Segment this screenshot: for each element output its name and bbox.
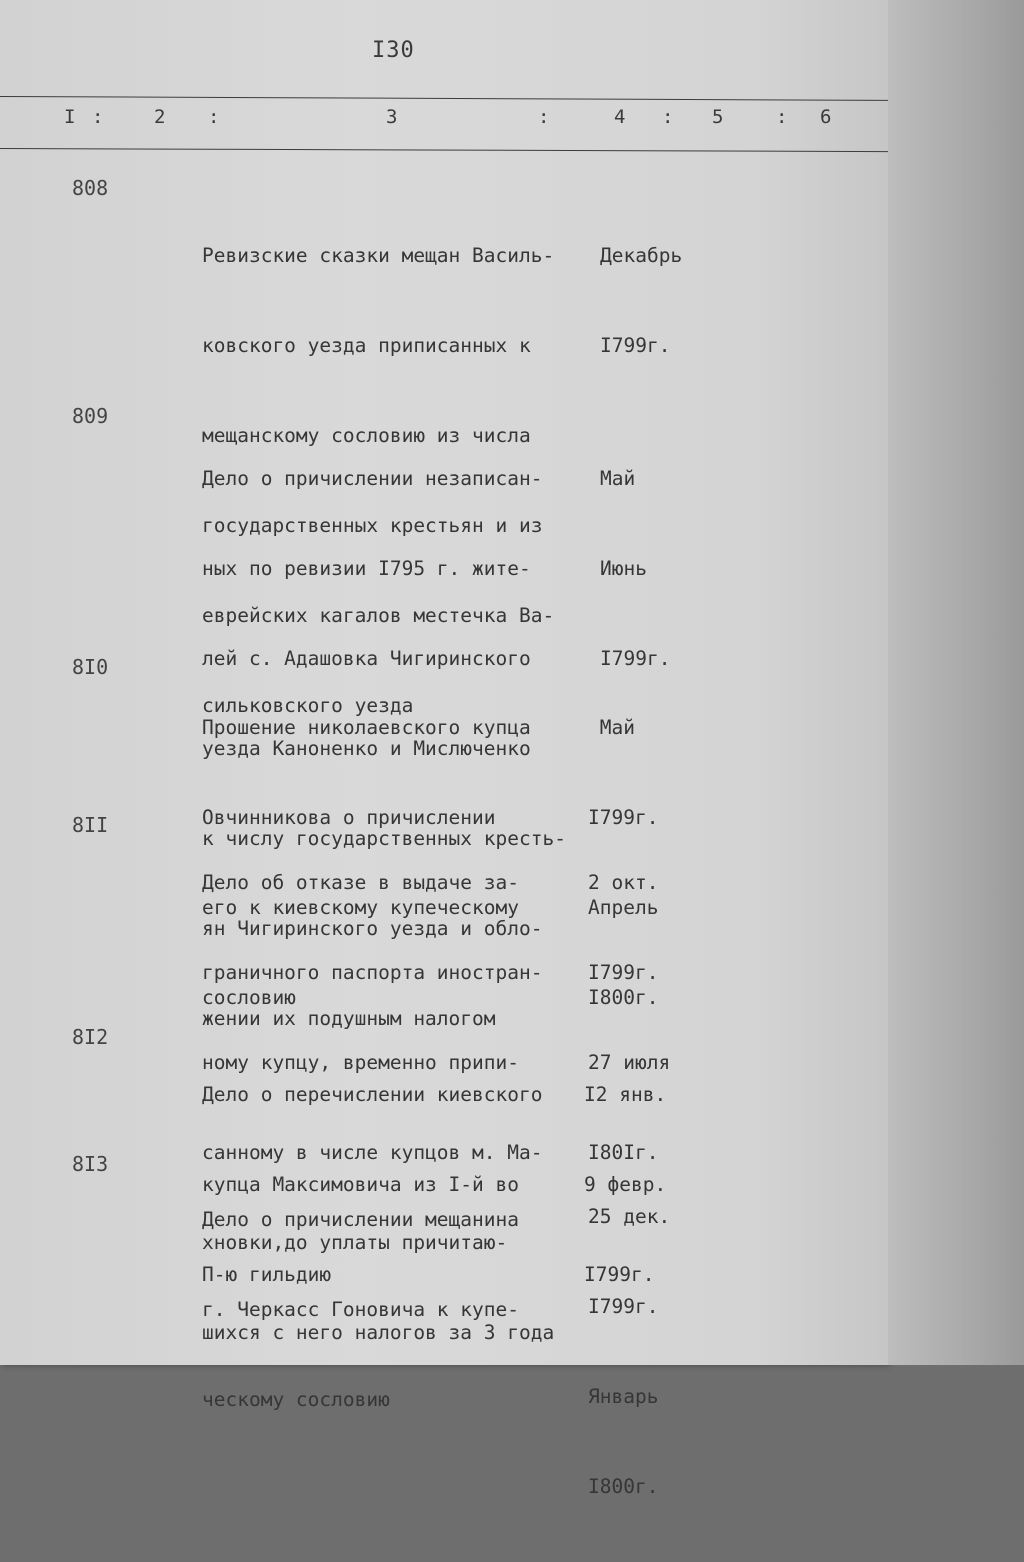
date-line: I799г. [588, 806, 659, 829]
title-line: Дело о причислении мещанина [202, 1208, 519, 1231]
date-line: I799г. [588, 1295, 659, 1318]
date-line: I800г. [588, 1475, 659, 1498]
title-line: еврейских кагалов местечка Ва- [202, 604, 555, 627]
date-line: Июнь [600, 557, 647, 580]
entry-number: 8I2 [72, 1025, 109, 1049]
title-line: государственных крестьян и из [202, 514, 543, 537]
title-line: Дело о перечислении киевского [202, 1083, 543, 1106]
date-line: 9 февр. [584, 1173, 667, 1196]
column-separator: : [662, 106, 674, 128]
title-line: мещанскому сословию из числа [202, 424, 531, 447]
entry-number: 8I0 [72, 655, 109, 679]
title-line: ян Чигиринского уезда и обло- [202, 917, 543, 940]
column-header-4: 4 [614, 106, 626, 128]
date-line: Апрель [588, 896, 659, 919]
title-line: Ревизские сказки мещан Василь- [202, 244, 555, 267]
page-backdrop [888, 0, 1024, 1365]
date-line: Май [600, 467, 636, 490]
title-line: уезда Каноненко и Мислюченко [202, 737, 531, 760]
entry-dates [588, 1142, 688, 1562]
title-line: граничного паспорта иностран- [202, 961, 543, 984]
title-line: г. Черкасс Гоновича к купе- [202, 1298, 519, 1321]
date-line: I800г. [588, 986, 659, 1009]
date-line: 2 окт. [588, 871, 659, 894]
column-header-3: 3 [386, 106, 398, 128]
entry-dates [600, 181, 700, 421]
title-line: его к киевскому купеческому [202, 896, 519, 919]
column-header-6: 6 [820, 106, 832, 128]
column-separator: : [776, 106, 788, 128]
title-line: Прошение николаевского купца [202, 716, 531, 739]
page-number: I30 [372, 38, 415, 63]
entry-title [202, 1145, 602, 1475]
column-header-5: 5 [712, 106, 724, 128]
date-line: I799г. [584, 1263, 655, 1286]
title-line: к числу государственных кресть- [202, 827, 566, 850]
date-line: 25 дек. [588, 1205, 671, 1228]
title-line: Дело об отказе в выдаче за- [202, 871, 519, 894]
title-line: ческому сословию [202, 1388, 390, 1411]
title-line: шихся с него налогов за 3 года [202, 1321, 555, 1344]
title-line: Овчинникова о причислении [202, 806, 496, 829]
title-line: сильковского уезда [202, 694, 414, 717]
title-line: Дело о причислении незаписан- [202, 467, 543, 490]
column-header-2: 2 [154, 106, 166, 128]
date-line: I2 янв. [584, 1083, 667, 1106]
title-line: сословию [202, 986, 296, 1009]
title-line: жении их подушным налогом [202, 1007, 496, 1030]
date-line: I799г. [588, 961, 659, 984]
date-line: Январь [588, 1385, 659, 1408]
column-header-1: I [64, 106, 76, 128]
entry-number: 809 [72, 404, 109, 428]
title-line: санному в числе купцов м. Ма- [202, 1141, 543, 1164]
column-separator: : [208, 106, 220, 128]
date-line: Декабрь [600, 244, 683, 267]
header-rule-top [0, 96, 888, 101]
date-line: Май [588, 716, 635, 739]
date-line: I80Iг. [588, 1141, 659, 1164]
title-line: ковского уезда приписанных к [202, 334, 531, 357]
title-line: лей с. Адашовка Чигиринского [202, 647, 531, 670]
header-rule-bottom [0, 148, 888, 152]
title-line: купца Максимовича из I-й во [202, 1173, 519, 1196]
column-separator: : [92, 106, 104, 128]
title-line: хновки,до уплаты причитаю- [202, 1231, 508, 1254]
date-line: I799г. [600, 647, 671, 670]
date-line: I799г. [600, 334, 671, 357]
title-line: ному купцу, временно припи- [202, 1051, 519, 1074]
title-line: ных по ревизии I795 г. жите- [202, 557, 531, 580]
entry-number: 8I3 [72, 1152, 109, 1176]
column-separator: : [538, 106, 550, 128]
title-line: П-ю гильдию [202, 1263, 332, 1286]
date-line: 27 июля [588, 1051, 671, 1074]
entry-number: 8II [72, 813, 109, 837]
entry-number: 808 [72, 176, 109, 200]
